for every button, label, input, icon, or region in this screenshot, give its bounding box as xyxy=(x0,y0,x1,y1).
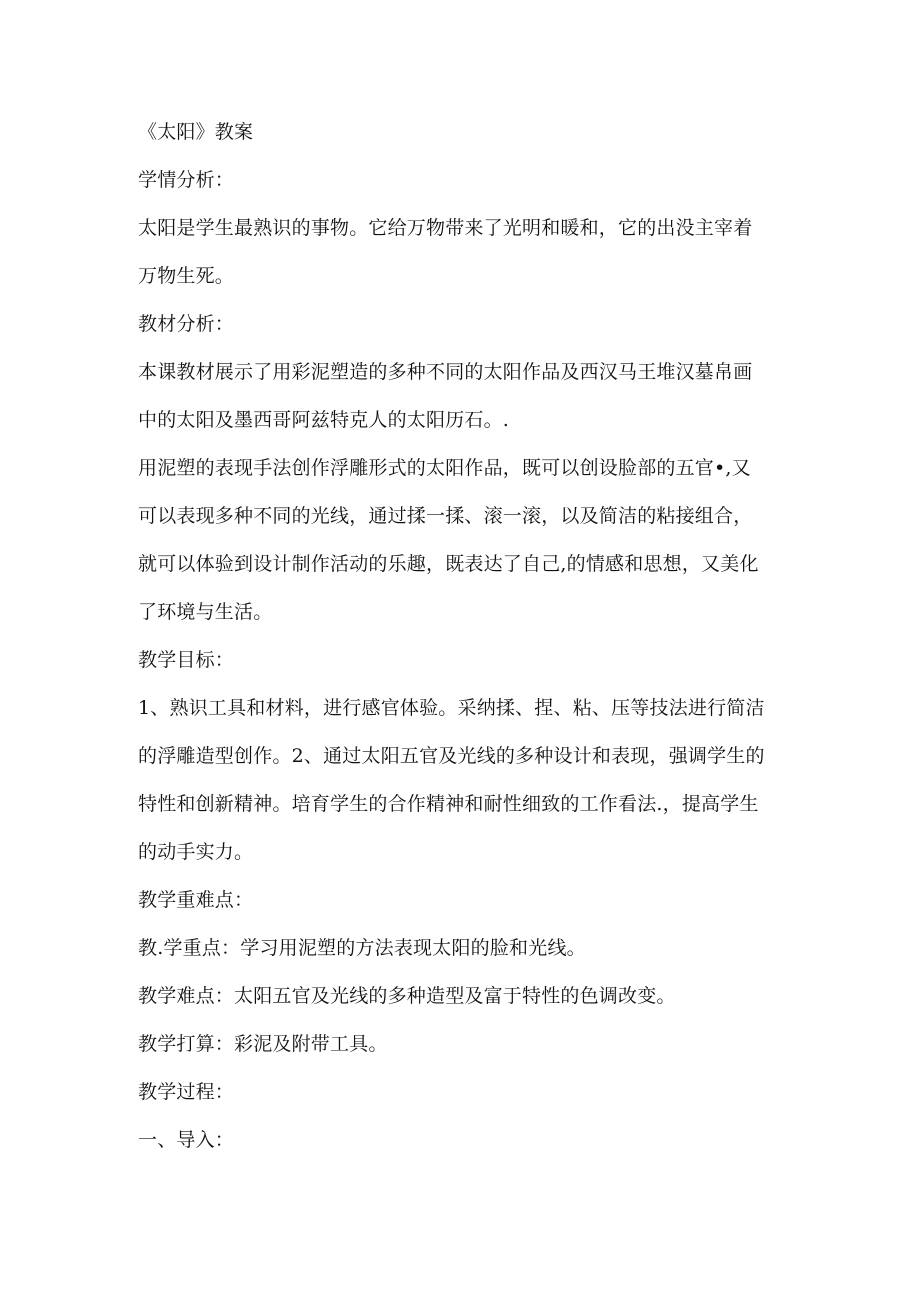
material-analysis-line: 可以表现多种不同的光线，通过揉一揉、滚一滚，以及简洁的粘接组合， xyxy=(138,505,753,527)
learning-analysis-line: 太阳是学生最熟识的事物。它给万物带来了光明和暖和，它的出没主宰着 xyxy=(138,217,753,239)
document-title: 《太阳》教案 xyxy=(138,121,254,143)
goals-line: 的浮雕造型创作。2、通过太阳五官及光线的多种设计和表现，强调学生的 xyxy=(138,745,765,767)
goals-line: 特性和创新精神。培育学生的合作精神和耐性细致的工作看法.，提高学生 xyxy=(138,793,759,815)
key-points-heading: 教学重难点： xyxy=(138,889,254,911)
material-analysis-line: 就可以体验到设计制作活动的乐趣，既表达了自己,的情感和思想，又美化 xyxy=(138,553,759,575)
learning-analysis-line: 万物生死。 xyxy=(138,265,235,287)
goals-heading: 教学目标： xyxy=(138,649,235,671)
process-heading: 教学过程： xyxy=(138,1081,235,1103)
goals-line: 的动手实力。 xyxy=(138,841,254,863)
material-analysis-line: 用泥塑的表现手法创作浮雕形式的太阳作品，既可以创设脸部的五官•,又 xyxy=(138,457,751,479)
document-page xyxy=(138,108,788,1164)
learning-analysis-heading: 学情分析： xyxy=(138,169,235,191)
difficult-point-text: 教学难点：太阳五官及光线的多种造型及富于特性的色调改变。 xyxy=(138,985,676,1007)
process-step-one: 一、导入： xyxy=(138,1129,235,1151)
key-point-text: 教.学重点：学习用泥塑的方法表现太阳的脸和光线。 xyxy=(138,937,586,959)
material-analysis-heading: 教材分析： xyxy=(138,313,235,335)
material-analysis-line: 中的太阳及墨西哥阿兹特克人的太阳历石。. xyxy=(138,409,510,431)
preparation-text: 教学打算：彩泥及附带工具。 xyxy=(138,1033,388,1055)
goals-line: 1、熟识工具和材料，进行感官体验。采纳揉、捏、粘、压等技法进行简洁 xyxy=(138,697,765,719)
material-analysis-line: 了环境与生活。 xyxy=(138,601,273,623)
material-analysis-line: 本课教材展示了用彩泥塑造的多种不同的太阳作品及西汉马王堆汉墓帛画 xyxy=(138,361,753,383)
